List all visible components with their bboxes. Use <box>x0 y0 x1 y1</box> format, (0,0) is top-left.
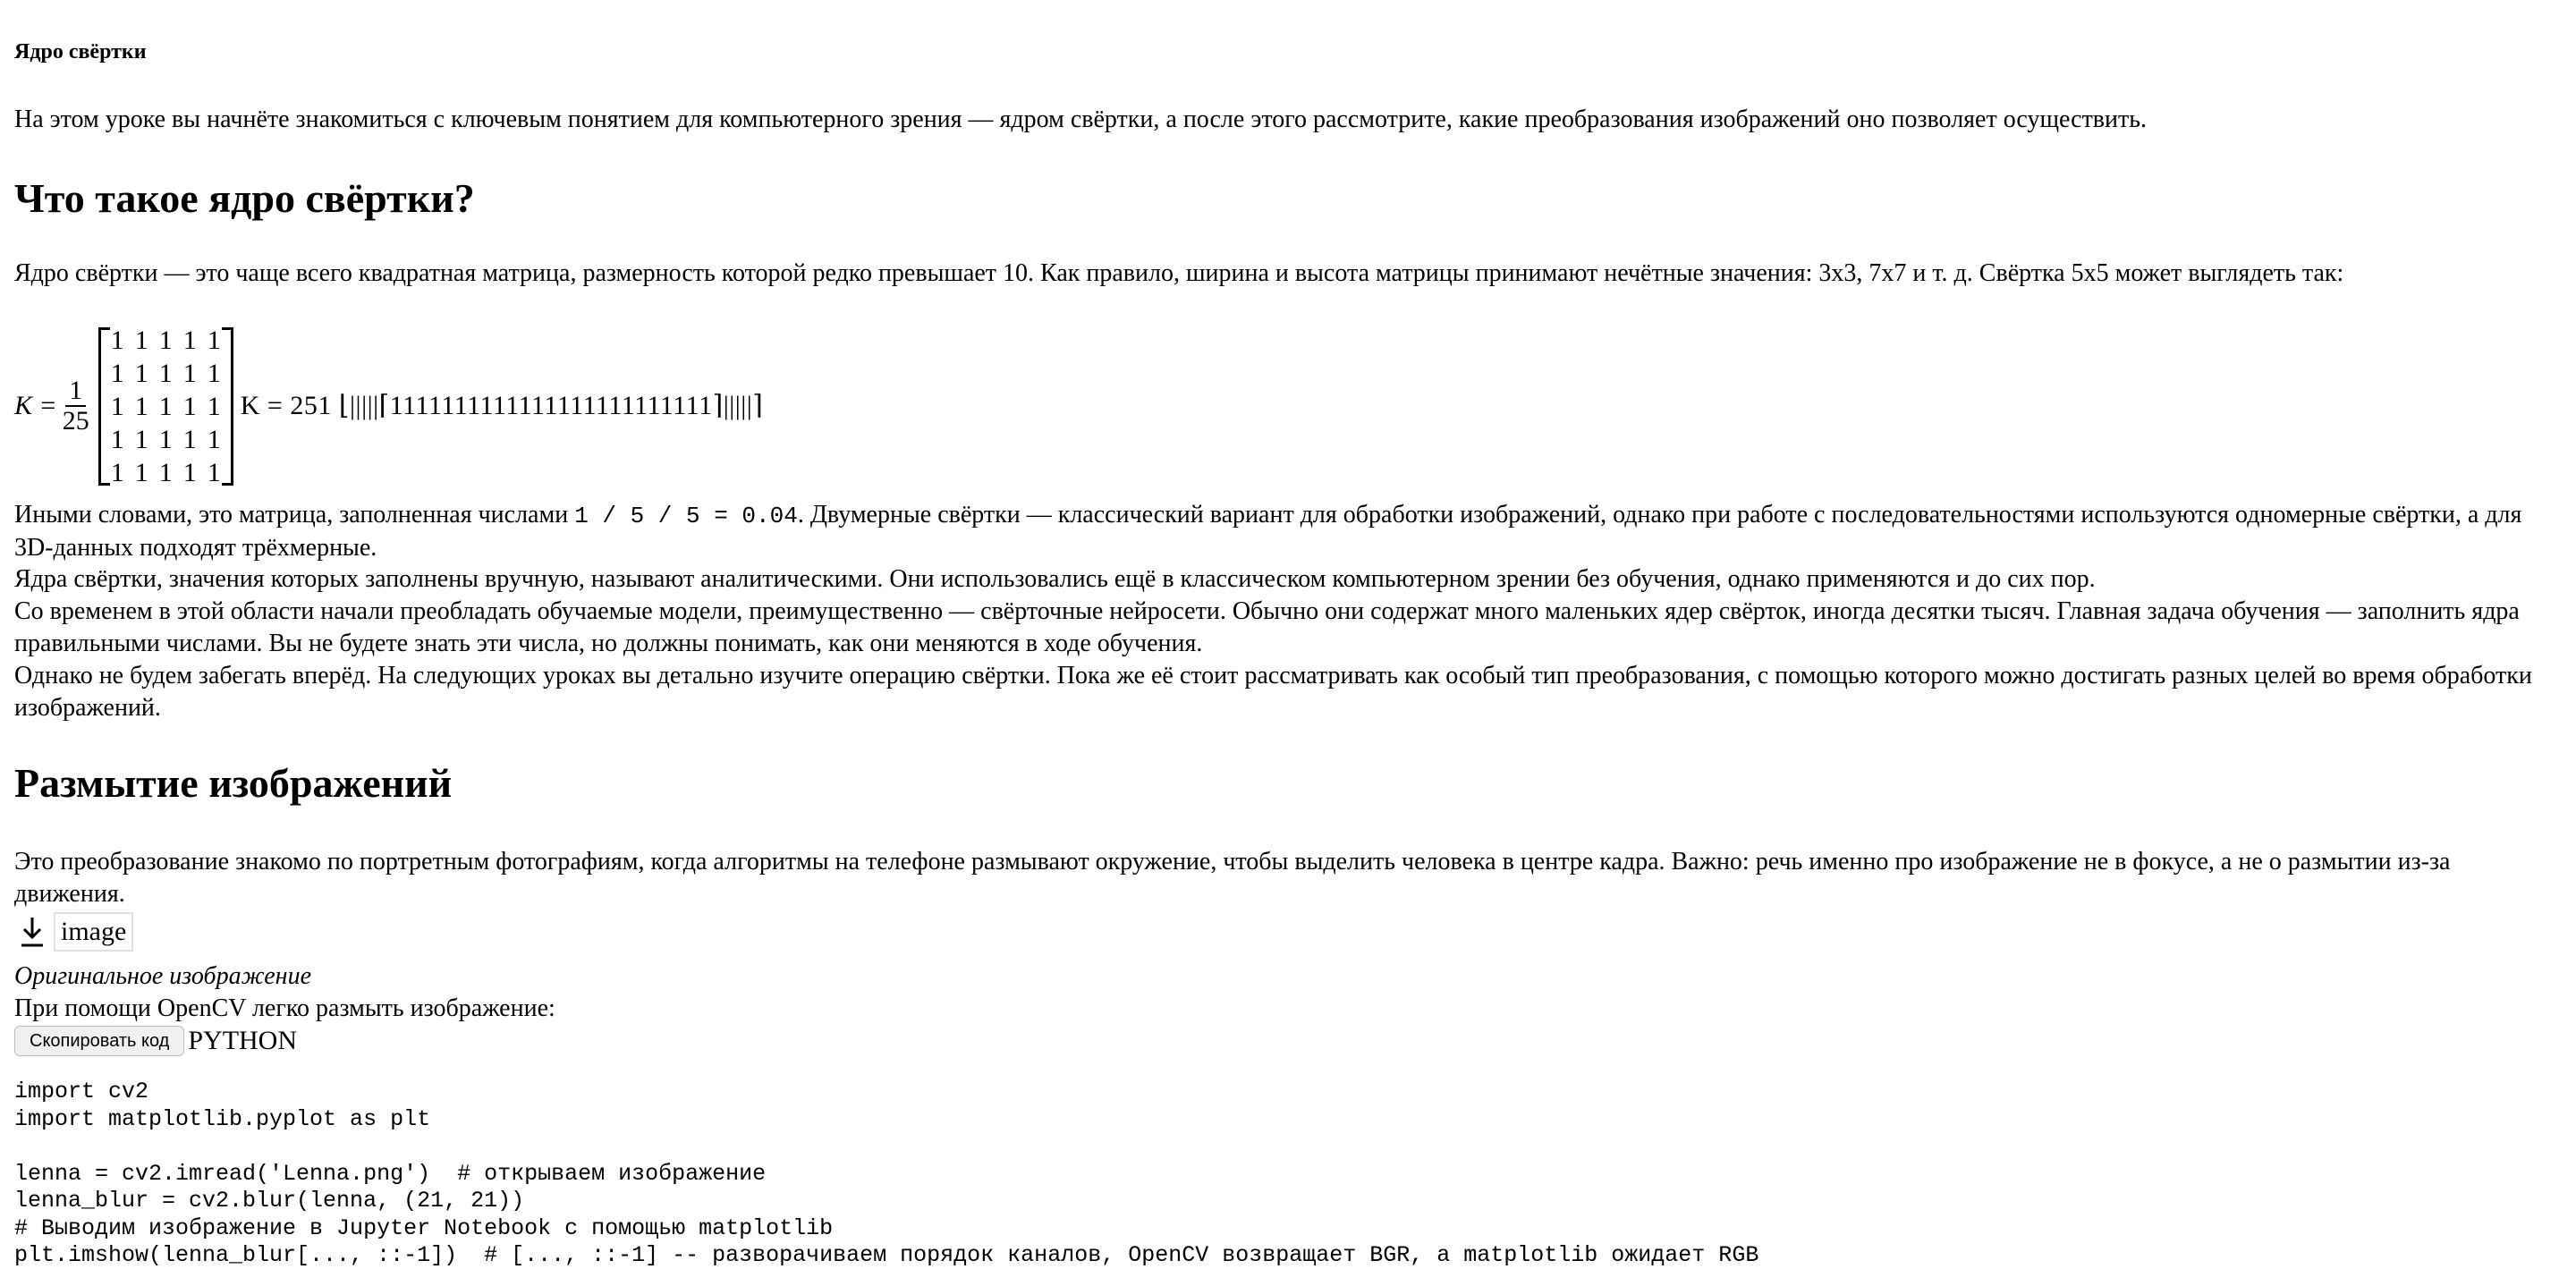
broken-image-placeholder: image <box>54 912 133 952</box>
opencv-paragraph: При помощи OpenCV легко размыть изображение: <box>14 994 555 1022</box>
matrix-cell: 1 <box>110 325 124 355</box>
section-heading-blur: Размытие изображений <box>14 760 453 806</box>
matrix-cell: 1 <box>207 358 221 388</box>
matrix-cell: 1 <box>158 325 173 355</box>
matrix-cell: 1 <box>134 457 148 487</box>
image-block <box>14 912 133 952</box>
intro-paragraph: На этом уроке вы начнёте знакомиться с ключевым понятием для компьютерного зрения — ядром свёртки, а после этого рассмотрите, какие преобразования изображений оно позволяет осуществить. <box>14 106 2148 133</box>
code-block-header <box>14 1025 297 1057</box>
fraction-denominator: 25 <box>62 406 89 436</box>
matrix-cell: 1 <box>158 358 173 388</box>
matrix-cell: 1 <box>182 457 197 487</box>
fraction-numerator: 1 <box>65 376 86 407</box>
matrix-row <box>111 357 221 390</box>
lesson-title: Ядро свёртки <box>14 40 147 63</box>
code-block: import cv2 import matplotlib.pyplot as plt lenna = cv2.imread('Lenna.png') # открываем изображение lenna_blur = cv2.blur(lenna, (21, 21)) # Выводим изображение в Jupyter Notebook с помощью matplotlib plt.imshow(lenna_blur[..., ::-1]) # [..., ::-1] -- разворачиваем порядок каналов, OpenCV возвращает BGR, а matplotlib ожидает RGB <box>14 1079 1759 1268</box>
matrix-cell: 1 <box>110 457 124 487</box>
matrix-cell: 1 <box>134 391 148 421</box>
matrix-cell: 1 <box>158 424 173 454</box>
matrix-cell: 1 <box>182 325 197 355</box>
matrix-cell: 1 <box>182 424 197 454</box>
formula-lhs: K = <box>14 391 57 420</box>
download-icon-svg <box>19 916 46 948</box>
next-lessons-paragraph: Однако не будем забегать вперёд. На следующих уроках вы детально изучите операцию свёртки. Пока же её стоит рассматривать как особый тип преобразования, с помощью которого можно достигать разных целей во время обработки изображений. <box>14 662 2532 722</box>
kernel-definition-paragraph: Ядро свёртки — это чаще всего квадратная матрица, размерность которой редко превышает 10. Как правило, ширина и высота матрицы принимают нечётные значения: 3x3, 7x7 и т. д. Свёртка 5x5 может выглядеть так: <box>14 259 2344 287</box>
matrix-cell: 1 <box>110 391 124 421</box>
analytic-kernels-paragraph: Ядра свёртки, значения которых заполнены вручную, называют аналитическими. Они использовались ещё в классическом компьютерном зрении без обучения, однако применяются и до сих пор. <box>14 565 2096 593</box>
section-heading-kernel: Что такое ядро свёртки? <box>14 175 475 221</box>
download-icon[interactable] <box>14 914 50 950</box>
trainable-models-paragraph: Со временем в этой области начали преобладать обучаемые модели, преимущественно — свёрточные нейросети. Обычно они содержат много маленьких ядер свёрток, иногда десятки тысяч. Главная задача обучения — заполнить ядра правильными числами. Вы не будете знать эти числа, но должны понимать, как они меняются в ходе обучения. <box>14 597 2520 657</box>
matrix-row <box>111 390 221 423</box>
matrix-row <box>111 456 221 489</box>
matrix-cell: 1 <box>182 391 197 421</box>
matrix-cell: 1 <box>134 424 148 454</box>
matrix-cell: 1 <box>207 424 221 454</box>
explanation-text-after: . Двумерные свёртки — классический вариант для обработки изображений, однако при работе с последовательностями используются одномерные свёртки, а для 3D-данных подходят трёхмерные. <box>14 501 2522 562</box>
matrix-cell: 1 <box>207 391 221 421</box>
blur-intro-paragraph: Это преобразование знакомо по портретным фотографиям, когда алгоритмы на телефоне размывают окружение, чтобы выделить человека в центре кадра. Важно: речь именно про изображение не в фокусе, а не о размытии из-за движения. <box>14 848 2451 908</box>
image-caption: Оригинальное изображение <box>14 962 311 990</box>
formula-fraction <box>63 376 89 436</box>
kernel-matrix <box>98 324 233 489</box>
matrix-cell: 1 <box>110 358 124 388</box>
matrix-cell: 1 <box>158 457 173 487</box>
explanation-text-before: Иными словами, это матрица, заполненная числами <box>14 501 575 529</box>
matrix-cell: 1 <box>207 325 221 355</box>
matrix-cell: 1 <box>110 424 124 454</box>
matrix-explanation-paragraph <box>14 499 2562 564</box>
matrix-row <box>111 423 221 456</box>
matrix-row <box>111 324 221 357</box>
matrix-cell: 1 <box>207 457 221 487</box>
inline-code: 1 / 5 / 5 = 0.04 <box>574 503 798 529</box>
code-language-label: PYTHON <box>188 1026 298 1055</box>
formula-linear-fallback: K = 251 ⌊|||||⌈1111111111111111111111111⌉|||||⌉ <box>240 391 764 420</box>
matrix-cell: 1 <box>182 358 197 388</box>
matrix-cell: 1 <box>134 358 148 388</box>
kernel-formula <box>14 320 764 492</box>
copy-code-button[interactable]: Скопировать код <box>14 1026 184 1056</box>
matrix-cell: 1 <box>134 325 148 355</box>
matrix-cell: 1 <box>158 391 173 421</box>
